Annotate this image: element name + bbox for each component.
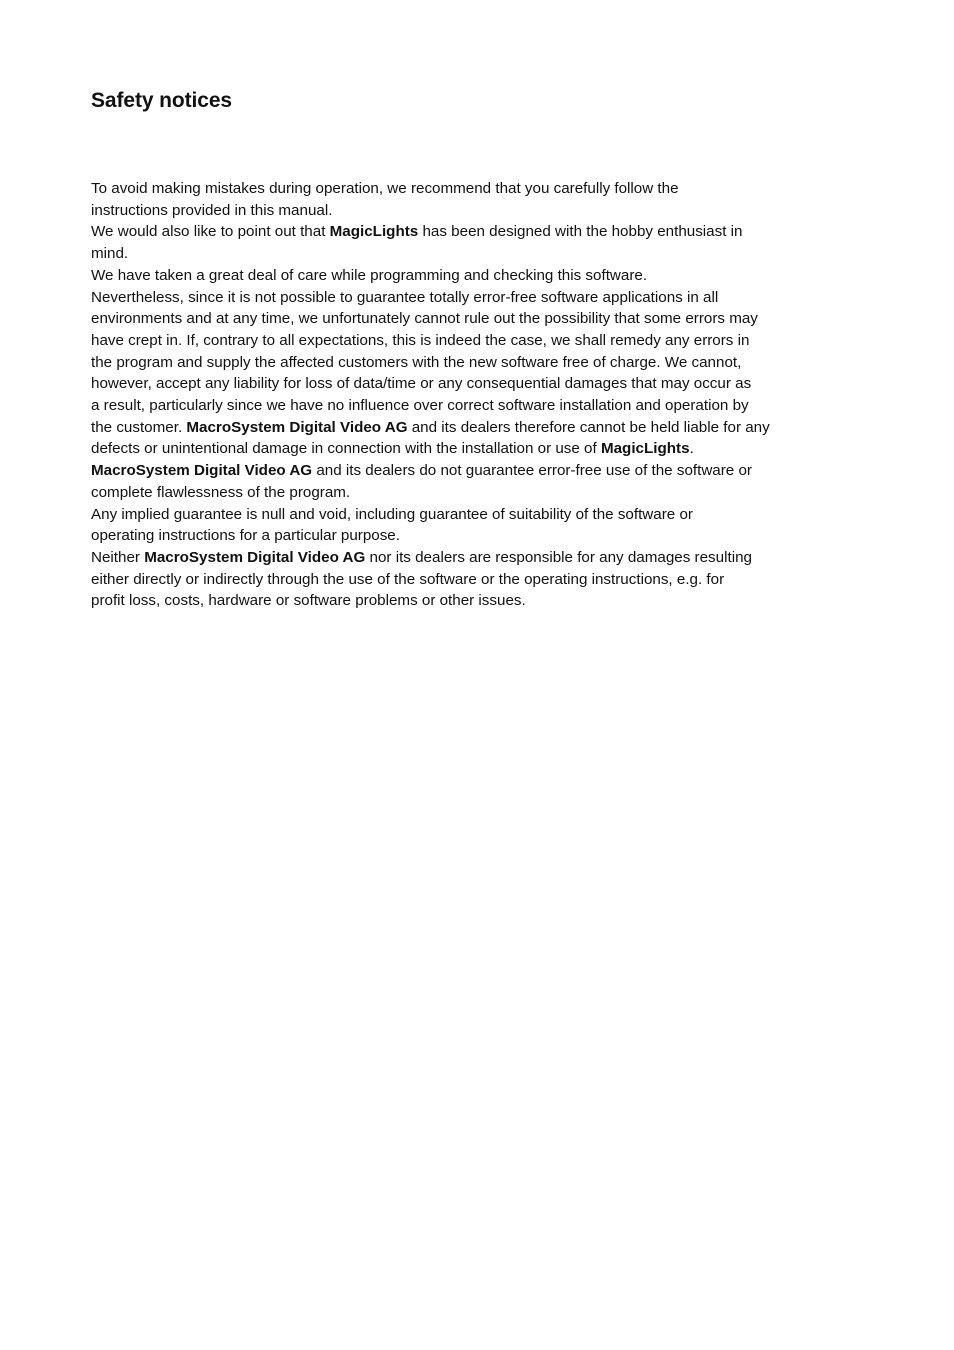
text-run: and its dealers therefore cannot be held liable for any — [407, 418, 770, 436]
bold-text: MacroSystem Digital Video AG — [186, 418, 408, 436]
text-line — [91, 330, 861, 352]
text-run: has been designed with the hobby enthusiast in — [418, 223, 743, 241]
text-line — [91, 438, 861, 460]
text-line — [91, 265, 861, 287]
text-line — [91, 221, 861, 243]
bold-text: MacroSystem Digital Video AG — [144, 548, 366, 566]
text-run: complete flawlessness of the program. — [91, 483, 351, 501]
bold-text: MagicLights — [329, 223, 419, 241]
text-run: Neither — [91, 548, 145, 566]
text-line — [91, 395, 861, 417]
bold-text: MagicLights — [600, 440, 690, 458]
text-run: We would also like to point out that — [91, 223, 330, 241]
bold-text: MacroSystem Digital Video AG — [91, 462, 313, 480]
text-run: instructions provided in this manual. — [91, 201, 333, 219]
text-run: nor its dealers are responsible for any damages resulting — [365, 548, 752, 566]
body-text — [91, 178, 861, 612]
text-line — [91, 352, 861, 374]
text-line — [91, 373, 861, 395]
text-line — [91, 590, 861, 612]
text-run: . — [689, 440, 694, 458]
text-run: environments and at any time, we unfortunately cannot rule out the possibility that some errors may — [91, 310, 758, 328]
text-line — [91, 200, 861, 222]
text-line — [91, 460, 861, 482]
text-run: a result, particularly since we have no influence over correct software installation and operation by — [91, 397, 749, 415]
text-run: We have taken a great deal of care while programming and checking this software. — [91, 266, 648, 284]
page-title: Safety notices — [91, 89, 232, 112]
text-line — [91, 243, 861, 265]
text-line — [91, 287, 861, 309]
text-run: either directly or indirectly through the use of the software or the operating instructions, e.g. for — [91, 570, 725, 588]
text-line — [91, 178, 861, 200]
text-line — [91, 569, 861, 591]
text-run: the customer. — [91, 418, 187, 436]
text-line — [91, 525, 861, 547]
text-run: have crept in. If, contrary to all expectations, this is indeed the case, we shall remedy any errors in — [91, 331, 750, 349]
text-run: defects or unintentional damage in connection with the installation or use of — [91, 440, 601, 458]
text-line — [91, 308, 861, 330]
text-run: Any implied guarantee is null and void, including guarantee of suitability of the software or — [91, 505, 693, 523]
text-run: however, accept any liability for loss of data/time or any consequential damages that may occur as — [91, 375, 752, 393]
text-run: To avoid making mistakes during operation, we recommend that you carefully follow the — [91, 180, 679, 197]
text-line — [91, 482, 861, 504]
text-run: profit loss, costs, hardware or software problems or other issues. — [91, 592, 526, 610]
text-run: operating instructions for a particular purpose. — [91, 527, 400, 545]
text-line — [91, 504, 861, 526]
text-run: and its dealers do not guarantee error-free use of the software or — [312, 462, 752, 480]
text-run: the program and supply the affected customers with the new software free of charge. We cannot, — [91, 353, 742, 371]
text-line — [91, 417, 861, 439]
text-run: Nevertheless, since it is not possible to guarantee totally error-free software applications in all — [91, 288, 719, 306]
text-line — [91, 547, 861, 569]
text-run: mind. — [91, 245, 129, 263]
